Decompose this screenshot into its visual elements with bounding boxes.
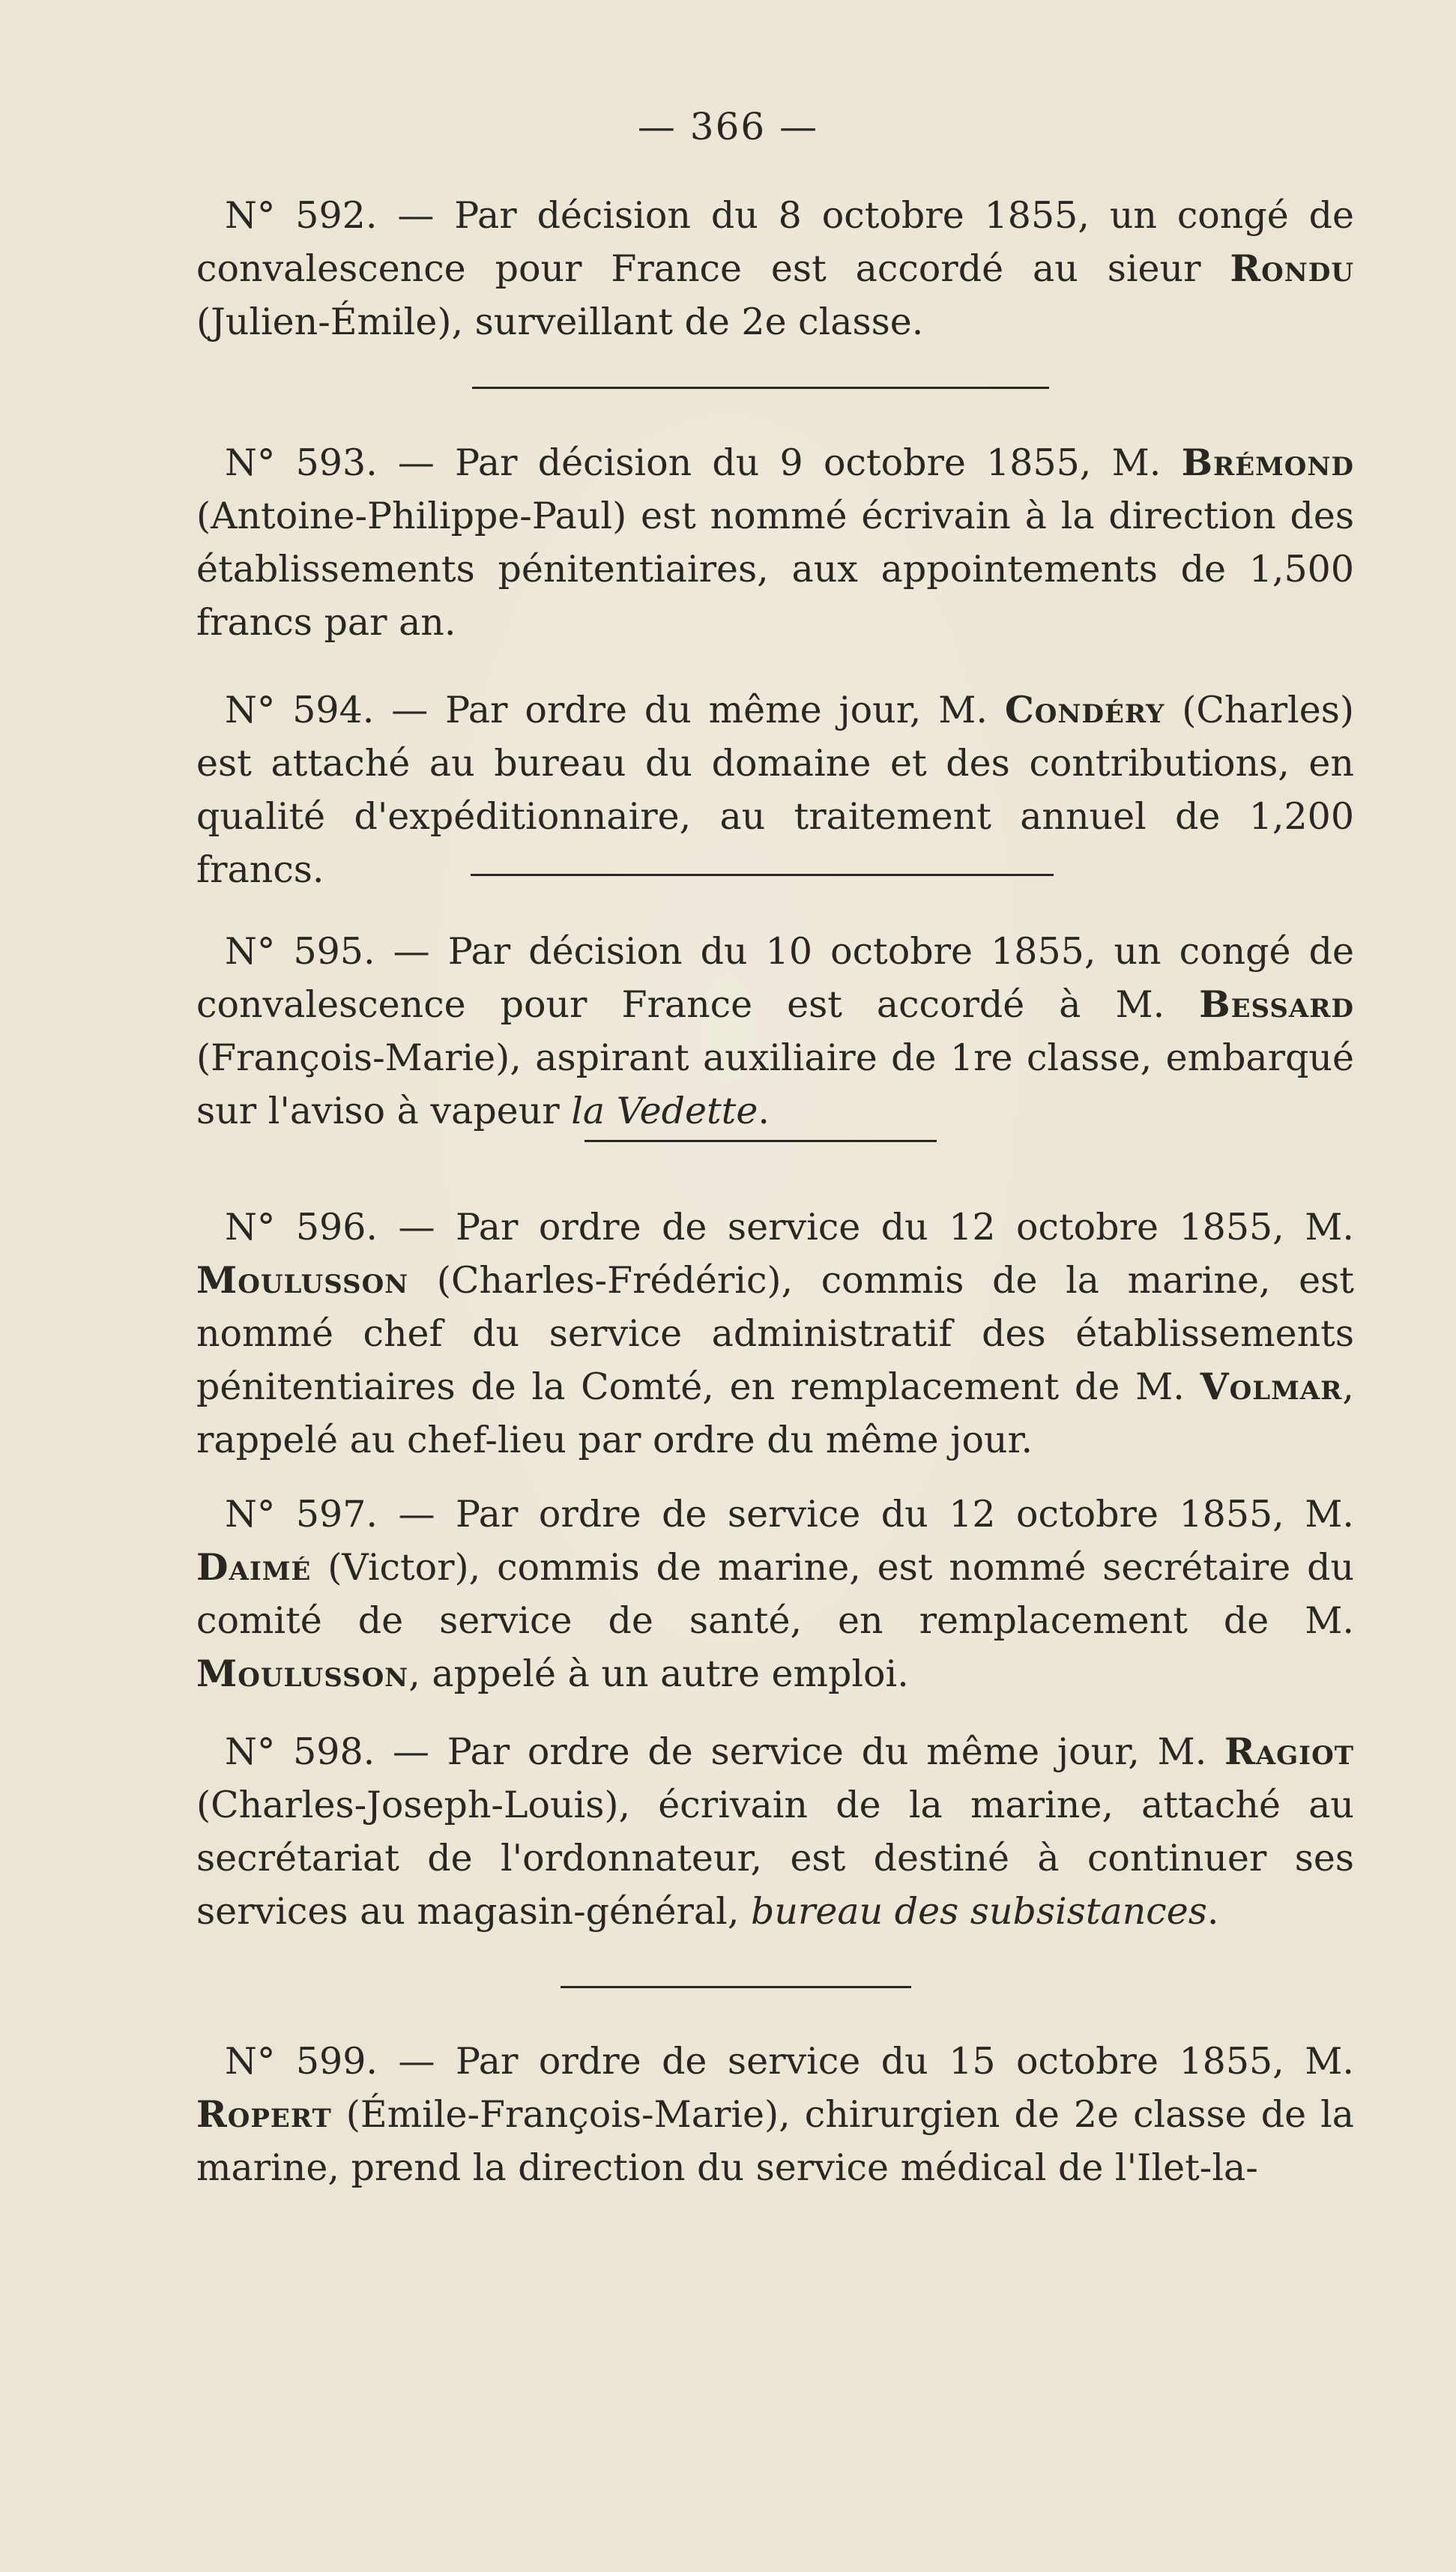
entry-text: (Antoine-Philippe-Paul) est nommé écrivain à la direction des établissements pénitentiaires, aux appointements de 1,500 francs par an. xyxy=(196,495,1354,644)
entry-text: Par ordre de service du 12 octobre 1855, M. xyxy=(435,1206,1354,1249)
person-name: Moulusson xyxy=(196,1652,409,1695)
entry-text: (Victor), commis de marine, est nommé secrétaire du comité de service de santé, en remplacement de M. xyxy=(196,1546,1354,1642)
entry-text: Par ordre du même jour, M. xyxy=(428,689,1005,731)
separator-rule xyxy=(584,1140,937,1142)
entry-text: , appelé à un autre emploi. xyxy=(408,1652,909,1695)
entry-text: . xyxy=(1206,1890,1219,1933)
person-name: Moulusson xyxy=(196,1258,409,1302)
person-name: Brémond xyxy=(1181,441,1354,484)
person-name: Ragiot xyxy=(1224,1730,1354,1773)
person-name: Rondu xyxy=(1230,247,1354,290)
entry-text: Par ordre de service du même jour, M. xyxy=(429,1730,1225,1773)
entry-597 xyxy=(196,1488,1354,1700)
entry-595 xyxy=(196,925,1354,1138)
entry-number: N° 592. — xyxy=(225,194,435,237)
page-number: — 366 — xyxy=(637,105,819,148)
entry-599 xyxy=(196,2035,1354,2194)
entry-number: N° 595. — xyxy=(225,930,430,973)
entry-text: Par décision du 10 octobre 1855, un congé de convalescence pour France est accordé à M. xyxy=(196,930,1354,1026)
entry-598 xyxy=(196,1725,1354,1938)
entry-text: . xyxy=(758,1090,770,1132)
person-name: Daimé xyxy=(196,1545,312,1589)
entry-text: Par ordre de service du 15 octobre 1855, M. xyxy=(435,2040,1354,2083)
person-name: Volmar xyxy=(1200,1365,1343,1408)
entry-number: N° 596. — xyxy=(225,1206,435,1249)
entry-text: Par décision du 9 octobre 1855, M. xyxy=(434,441,1182,484)
entry-text: Par ordre de service du 12 octobre 1855, M. xyxy=(435,1493,1354,1536)
separator-rule xyxy=(471,874,1054,876)
entry-number: N° 594. — xyxy=(225,689,429,731)
entry-text: (Émile-François-Marie), chirurgien de 2e classe de la marine, prend la direction du service médical de l'Ilet-la- xyxy=(196,2093,1354,2189)
person-name: Ropert xyxy=(196,2092,332,2136)
entry-text: (Charles-Frédéric), commis de la marine, est nommé chef du service administratif des établissements pénitentiaires de la Comté, en remplacement de M. xyxy=(196,1259,1354,1408)
entry-text: (Julien-Émile), surveillant de 2e classe. xyxy=(196,301,924,343)
person-name: Condéry xyxy=(1004,688,1165,731)
entry-number: N° 598. — xyxy=(225,1730,429,1773)
entry-592 xyxy=(196,189,1354,348)
vessel-name: la Vedette xyxy=(571,1090,758,1132)
person-name: Bessard xyxy=(1199,982,1354,1026)
separator-rule xyxy=(472,387,1049,389)
separator-rule xyxy=(561,1986,911,1988)
office-name: bureau des subsistances xyxy=(751,1890,1207,1933)
entry-text: (Charles) est attaché au bureau du domaine et des contributions, en qualité d'expéditionnaire, au traitement annuel de 1,200 francs. xyxy=(196,689,1354,891)
entry-number: N° 599. — xyxy=(225,2040,435,2083)
entry-596 xyxy=(196,1201,1354,1467)
entry-text: (François-Marie), aspirant auxiliaire de 1re classe, embarqué sur l'aviso à vapeur xyxy=(196,1036,1354,1132)
entry-text: (Charles-Joseph-Louis), écrivain de la marine, attaché au secrétariat de l'ordonnateur, est destiné à continuer ses services au magasin-général, xyxy=(196,1784,1354,1933)
entry-text: Par décision du 8 octobre 1855, un congé de convalescence pour France est accordé au sieur xyxy=(196,194,1354,290)
entry-number: N° 593. — xyxy=(225,441,435,484)
entry-594 xyxy=(196,683,1354,896)
entry-text: , rappelé au chef-lieu par ordre du même jour. xyxy=(196,1365,1354,1461)
entry-593 xyxy=(196,436,1354,649)
entry-number: N° 597. — xyxy=(225,1493,435,1536)
